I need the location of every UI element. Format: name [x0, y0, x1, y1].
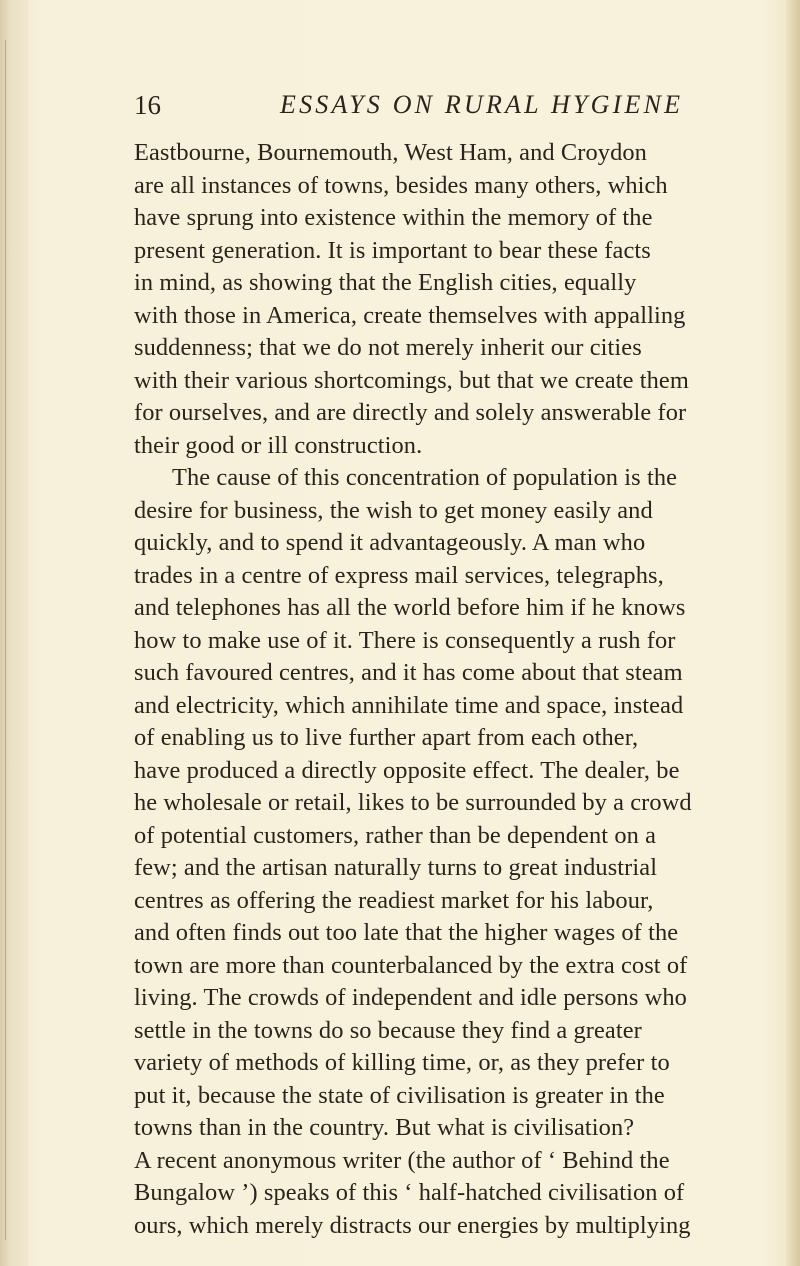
text-line: in mind, as showing that the English cities, equally [134, 269, 637, 296]
text-line: living. The crowds of independent and idle persons who [134, 984, 687, 1011]
text-line: quickly, and to spend it advantageously. A man who [134, 529, 646, 556]
text-line: A recent anonymous writer (the author of ‘ Behind the [134, 1146, 670, 1174]
text-line: how to make use of it. There is consequently a rush for [134, 626, 676, 654]
text-line: ours, which merely distracts our energies by multiplying [134, 1211, 691, 1239]
text-line: suddenness; that we do not merely inherit our cities [134, 334, 642, 361]
text-line: with those in America, create themselves with appalling [134, 301, 686, 329]
body-text [134, 137, 764, 1242]
text-line: present generation. It is important to bear these facts [134, 236, 651, 264]
text-line: their good or ill construction. [134, 431, 423, 459]
text-line: desire for business, the wish to get money easily and [134, 496, 653, 524]
text-line: centres as offering the readiest market for his labour, [134, 886, 654, 914]
page-number: 16 [134, 90, 161, 120]
text-line: town are more than counterbalanced by the extra cost of [134, 951, 688, 979]
text-line: and electricity, which annihilate time and space, instead [134, 691, 684, 719]
text-line: towns than in the country. But what is civilisation? [134, 1114, 635, 1141]
paragraph-start-line: The cause of this concentration of population is the [172, 464, 678, 491]
text-line: are all instances of towns, besides many others, which [134, 171, 668, 199]
text-line: few; and the artisan naturally turns to great industrial [134, 854, 658, 881]
text-line: Bungalow ’) speaks of this ‘ half-hatched civilisation of [134, 1179, 685, 1206]
text-line: with their various shortcomings, but that we create them [134, 366, 689, 394]
text-line: variety of methods of killing time, or, as they prefer to [134, 1049, 670, 1076]
running-title: ESSAYS ON RURAL HYGIENE [280, 90, 684, 119]
text-line: have produced a directly opposite effect. The dealer, be [134, 756, 680, 784]
text-line: and often finds out too late that the higher wages of the [134, 919, 679, 946]
text-line: he wholesale or retail, likes to be surrounded by a crowd [134, 789, 692, 816]
text-line: such favoured centres, and it has come about that steam [134, 659, 683, 686]
page-right-edge [786, 0, 800, 1266]
running-head [134, 88, 758, 128]
binding-edge-line [5, 40, 6, 1240]
text-line: trades in a centre of express mail services, telegraphs, [134, 561, 664, 589]
text-line: settle in the towns do so because they find a greater [134, 1016, 642, 1044]
text-line: and telephones has all the world before him if he knows [134, 594, 686, 621]
text-line: for ourselves, and are directly and solely answerable for [134, 399, 687, 426]
text-line: Eastbourne, Bournemouth, West Ham, and Croydon [134, 139, 647, 166]
text-line: of potential customers, rather than be dependent on a [134, 821, 657, 849]
text-line: have sprung into existence within the memory of the [134, 204, 653, 231]
text-line: of enabling us to live further apart from each other, [134, 724, 639, 751]
text-line: put it, because the state of civilisation is greater in the [134, 1081, 665, 1109]
